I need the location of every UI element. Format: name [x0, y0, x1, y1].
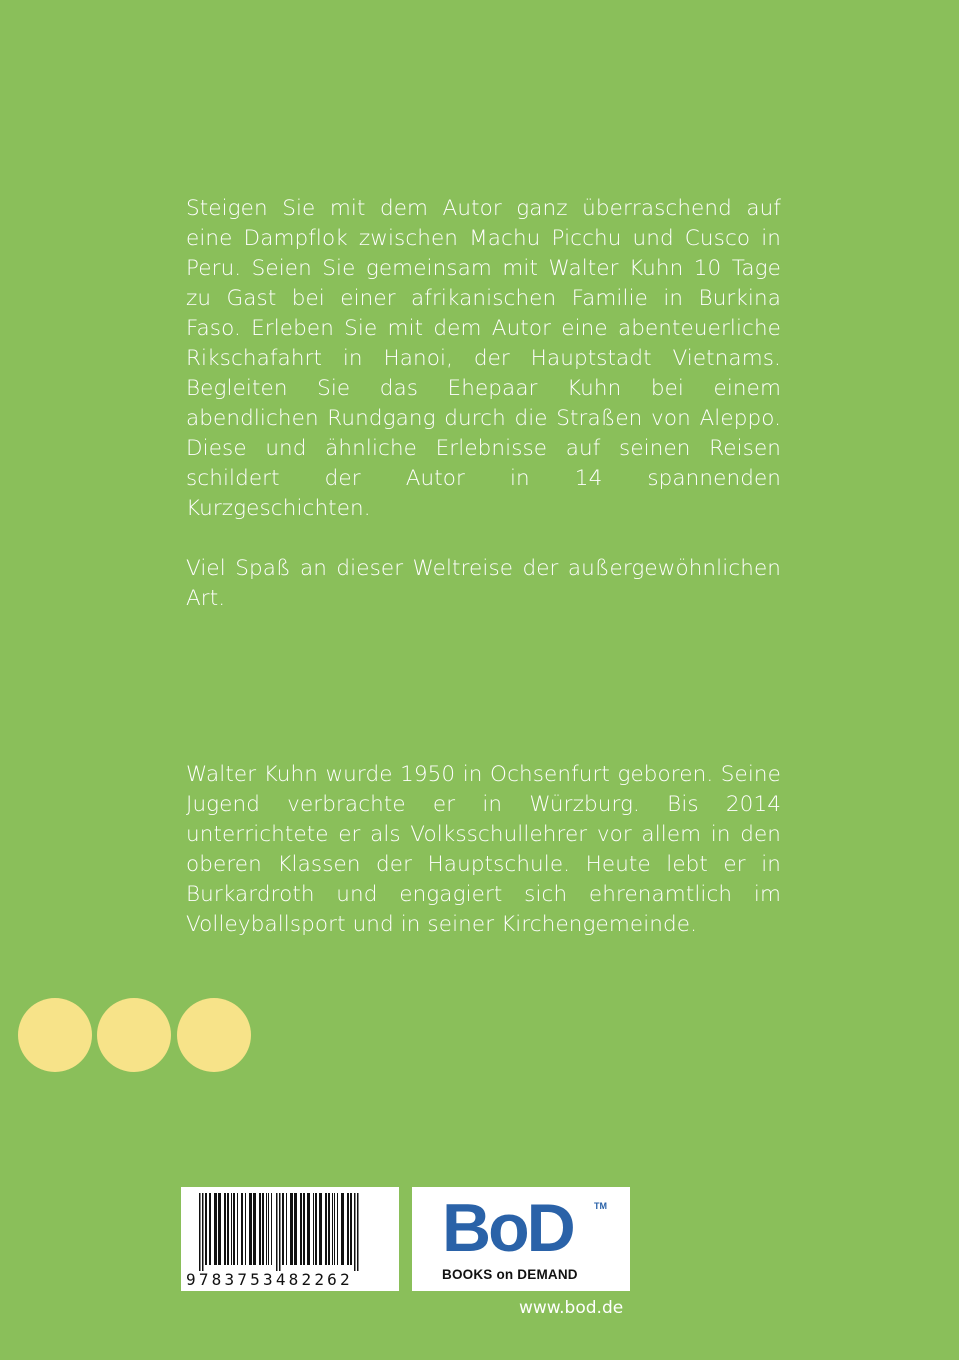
- bod-logo: BoD: [442, 1190, 573, 1266]
- barcode-bar: [325, 1193, 327, 1265]
- barcode-bar: [202, 1193, 204, 1271]
- barcode-bar: [233, 1193, 235, 1265]
- barcode-bar: [241, 1193, 243, 1265]
- barcode-bar: [276, 1193, 278, 1271]
- barcode-bar: [266, 1193, 267, 1265]
- barcode-bar: [341, 1193, 344, 1265]
- barcode-bar: [290, 1193, 293, 1265]
- author-bio: [186, 760, 781, 940]
- barcode-bar: [224, 1193, 226, 1265]
- barcode-bar: [319, 1193, 322, 1265]
- barcode-bar: [209, 1193, 211, 1265]
- barcode-bar: [231, 1193, 232, 1265]
- barcode-bar: [249, 1193, 252, 1265]
- barcode-bar: [282, 1193, 284, 1265]
- barcode-bar: [357, 1193, 359, 1271]
- barcode-bar: [271, 1193, 272, 1265]
- barcode-bar: [245, 1193, 246, 1265]
- barcode-bar: [279, 1193, 281, 1271]
- decorative-circle: [18, 998, 92, 1072]
- isbn-barcode: [181, 1187, 399, 1291]
- isbn-number: 9783753482262: [186, 1270, 353, 1289]
- barcode-bar: [334, 1193, 335, 1265]
- decorative-circle: [177, 998, 251, 1072]
- barcode-bar: [337, 1193, 338, 1265]
- barcode-bar: [300, 1193, 302, 1265]
- blurb-paragraph-2: Viel Spaß an dieser Weltreise der außergewöhnlichen Art.: [186, 556, 781, 611]
- blurb-text: [186, 194, 781, 614]
- barcode-bar: [259, 1193, 261, 1265]
- barcode-bar: [268, 1193, 269, 1265]
- barcode-bar: [328, 1193, 330, 1265]
- barcode-bar: [307, 1193, 310, 1265]
- publisher-tagline: BOOKS on DEMAND: [442, 1267, 578, 1282]
- barcode-bar: [199, 1193, 201, 1271]
- trademark-mark: TM: [594, 1201, 607, 1211]
- barcode-bar: [218, 1193, 221, 1265]
- barcode-bar: [262, 1193, 264, 1265]
- barcode-bar: [227, 1193, 229, 1265]
- barcode-bar: [350, 1193, 352, 1265]
- barcode-bar: [315, 1193, 317, 1265]
- barcode-bar: [286, 1193, 287, 1265]
- barcode-bar: [354, 1193, 356, 1271]
- barcode-bar: [205, 1193, 207, 1265]
- barcode-bar: [294, 1193, 297, 1265]
- barcode-bar: [237, 1193, 238, 1265]
- publisher-logo-box: [412, 1187, 630, 1291]
- barcode-bar: [347, 1193, 349, 1265]
- decorative-circle: [97, 998, 171, 1072]
- author-bio-paragraph: Walter Kuhn wurde 1950 in Ochsenfurt geboren. Seine Jugend verbrachte er in Würzburg. Bis 2014 unterrichtete er als Volksschullehrer vor allem in den oberen Klassen der Hauptschule. Heute lebt er in Burkardroth und engagiert sich ehrenamtlich im Volleyballsport und in seiner Kirchengemeinde.: [186, 762, 781, 937]
- barcode-bar: [332, 1193, 333, 1265]
- barcode-bar: [253, 1193, 256, 1265]
- barcode-bar: [303, 1193, 305, 1265]
- blurb-paragraph-1: Steigen Sie mit dem Autor ganz überraschend auf eine Dampflok zwischen Machu Picchu und Cusco in Peru. Seien Sie gemeinsam mit Walter Kuhn 10 Tage zu Gast bei einer afrikanischen Familie in Burkina Faso. Erleben Sie mit dem Autor eine abenteuerliche Rikschafahrt in Hanoi, der Hauptstadt Vietnams. Begleiten Sie das Ehepaar Kuhn bei einem abendlichen Rundgang durch die Straßen von Aleppo. Diese und ähnliche Erlebnisse auf seinen Reisen schildert der Autor in 14 spannenden Kurzgeschichten.: [186, 196, 781, 521]
- barcode-bar: [313, 1193, 314, 1265]
- publisher-website: www.bod.de: [519, 1298, 624, 1318]
- barcode-bar: [214, 1193, 217, 1265]
- barcode-bars: [181, 1187, 399, 1271]
